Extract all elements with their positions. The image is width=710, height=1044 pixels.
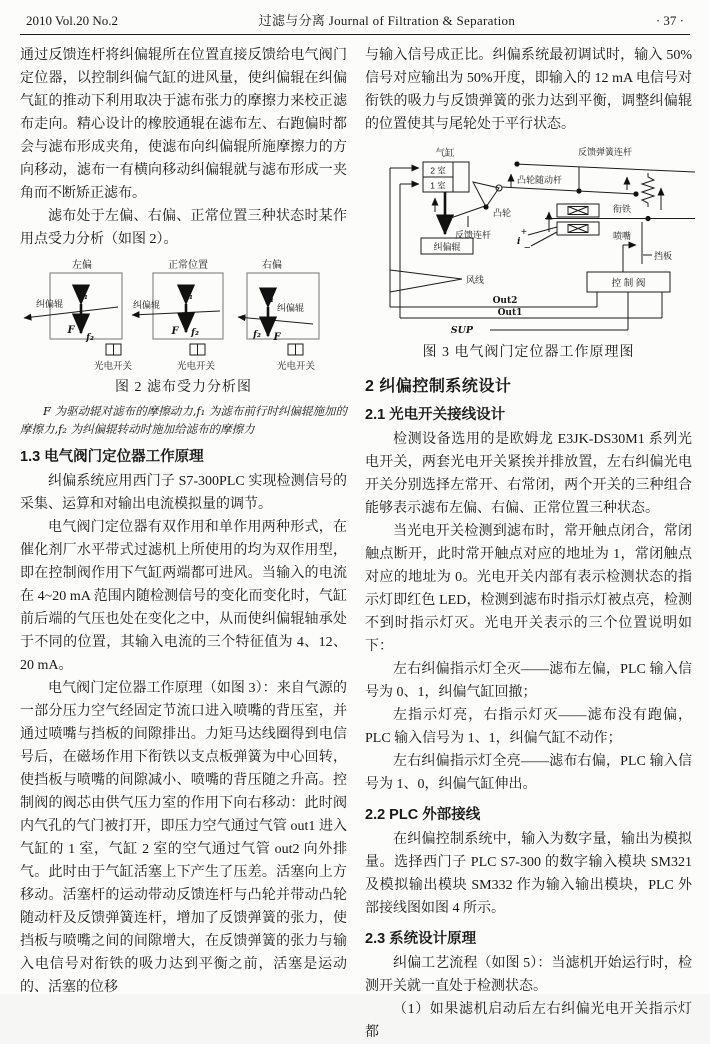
panel-title: 右偏 <box>262 260 282 271</box>
section-heading-2-2: 2.2 PLC 外部接线 <box>365 807 481 823</box>
valve-positioner-diagram <box>365 142 695 340</box>
list-item: 左右纠偏指示灯全亮——滤布右偏，PLC 输入信号为 1、0，纠偏气缸伸出。 <box>365 754 692 792</box>
minus-sign: − <box>524 242 531 254</box>
photoelectric-switch-icon <box>288 344 303 355</box>
panel-left-deviation <box>24 258 132 372</box>
plus-sign: + <box>521 227 527 238</box>
chamber-2-label: 2 室 <box>430 165 446 176</box>
section-heading-2-1: 2.1 光电开关接线设计 <box>365 407 506 423</box>
force-F-label: F <box>67 325 75 336</box>
force-f1-label: f₁ <box>185 292 193 302</box>
roller-label: 纠偏辊 <box>433 242 461 252</box>
wind-line-label: 风线 <box>466 275 485 285</box>
left-column <box>20 44 347 1044</box>
force-f1-label: f₁ <box>80 292 88 302</box>
force-f2-label: f₂ <box>191 328 199 338</box>
photoelectric-switch-icon <box>106 344 121 355</box>
switch-label: 光电开关 <box>93 361 133 372</box>
page-body <box>20 44 690 1044</box>
paragraph: （1）如果滤机启动后左右纠偏光电开关指示灯都 <box>365 1002 692 1040</box>
paragraph: 在纠偏控制系统中，输入为数字量，输出为模拟量。选择西门子 PLC S7-300 的数字输入模块 SM321 及模拟输出模块 SM332 作为输入输出模块，PLC 外部接线图如图 4 所示。 <box>365 832 692 916</box>
roller-line <box>238 317 313 324</box>
torque-motor <box>517 203 695 254</box>
switch-label: 光电开关 <box>176 361 216 372</box>
paragraph: 与输入信号成正比。纠偏系统最初调试时，输入 50%信号对应输出为 50%开度，即输入的 12 mA 电信号对衔铁的吸力与反馈弹簧的张力达到平衡，调整纠偏辊的位置使其与尾轮处于平行状态。 <box>365 48 692 132</box>
force-f2-label: f₂ <box>86 333 94 343</box>
panel-title: 正常位置 <box>168 260 208 271</box>
roller-line <box>132 311 220 315</box>
list-item: 左指示灯亮，右指示灯灭——滤布没有跑偏，PLC 输入信号为 1、1，纠偏气缸不动作； <box>365 708 692 746</box>
out1-label: Out1 <box>497 308 523 318</box>
figure-2-caption: 图 2 滤布受力分析图 <box>115 380 252 395</box>
section-heading-1-3: 1.3 电气阀门定位器工作原理 <box>20 449 204 465</box>
figure-2 <box>20 257 347 438</box>
cloth-force-analysis-diagram <box>20 257 350 375</box>
photoelectric-switch-icon <box>190 344 205 355</box>
figure-2-note: F 为驱动辊对滤布的摩擦动力,f₁ 为滤布前行时纠偏辊施加的摩擦力,f₂ 为纠偏辊转动时施加给滤布的摩擦力 <box>20 404 347 436</box>
journal-title: 过滤与分离 Journal of Filtration & Separation <box>258 13 516 28</box>
nozzle-label: 喷嘴 <box>612 231 632 241</box>
control-valve-label: 控 制 阀 <box>611 278 646 289</box>
right-column <box>365 44 692 1044</box>
force-f2-label: f₂ <box>253 330 261 340</box>
paragraph: 纠偏工艺流程（如图 5）：当滤机开始运行时，检测开关就一直处于检测状态。 <box>365 956 692 994</box>
section-heading-2-3: 2.3 系统设计原理 <box>365 931 477 947</box>
wind-line <box>390 270 462 279</box>
roller-label: 纠偏辊 <box>133 300 161 310</box>
force-F-label: F <box>273 332 281 343</box>
switch-label: 光电开关 <box>276 361 316 372</box>
wind-line <box>390 279 462 292</box>
figure-3-caption: 图 3 电气阀门定位器工作原理图 <box>422 345 635 360</box>
cam-label: 凸轮 <box>493 208 512 218</box>
air-cylinder <box>423 147 469 192</box>
cylinder-label: 气缸 <box>435 148 455 159</box>
paragraph: 电气阀门定位器有双作用和单作用两种形式，在催化剂厂水平带式过滤机上所使用的均为双作用型，即在控制阀作用下气缸两端都可进风。当输入的电流在 4~20 mA 范围内随检测信号的变化而变化时，气缸前后端的气压也处在变化之中，从而使纠偏辊轴承处于不同的位置，其输入电流的三个特征值为 4、12、20 mA。 <box>20 520 347 673</box>
list-item: 左右纠偏指示灯全灭——滤布左偏，PLC 输入信号为 0、1，纠偏气缸回撤； <box>365 662 692 700</box>
roller-label: 纠偏辊 <box>36 299 64 309</box>
control-valve <box>587 272 670 330</box>
current-label: i <box>517 237 521 247</box>
feedback-spring-link-label: 反馈弹簧连杆 <box>577 147 633 157</box>
paragraph: 通过反馈连杆将纠偏辊所在位置直接反馈给电气阀门定位器，以控制纠偏气缸的进风量，使纠偏辊在纠偏气缸的推动下利用取决于滤布张力的摩擦力来校正滤布走向。精心设计的橡胶通辊在滤布左、右跑偏时都会与滤布形成夹角，使滤布向纠偏辊所施摩擦力的方向移动，滤布一有横向移动纠偏辊就与滤布形成一夹角而不断矫正滤布。 <box>20 48 347 201</box>
figure-3 <box>365 142 692 364</box>
cam-follower-label: 凸轮随动杆 <box>517 175 563 185</box>
paragraph: 电气阀门定位器工作原理（如图 3）：来自气源的一部分压力空气经固定节流口进入喷嘴的背压室，并通过喷嘴与挡板的间隙排出。力矩马达线圈得到电信号后，在磁场作用下衔铁以支点板弹簧为中心回转，使挡板与喷嘴的间隙减小、喷嘴的背压随之升高。控制阀的阀芯由供气压力室的作用下向右移动：此时阀内气孔的气门被打开，即压力空气通过气管 out1 进入气缸的 1 室，气缸 2 室的空气通过气管 out2 向外排气。此时由于气缸活塞上下产生了压差。活塞向上方移动。活塞杆的运动带动反馈连杆与凸轮并带动凸轮随动杆及反馈弹簧连杆，增加了反馈弹簧的张力，使挡板与喷嘴之间的间隙增大，在反馈弹簧的张力与输入电信号对衔铁的吸力达到平衡之前，活塞是运动的、活塞的位移 <box>20 681 347 995</box>
paragraph: 纠偏系统应用西门子 S7-300PLC 实现检测信号的采集、运算和对输出电流模拟量的调节。 <box>20 474 347 512</box>
section-heading-2: 2 纠偏控制系统设计 <box>365 378 512 395</box>
force-F-label: F <box>171 326 179 337</box>
armature-label: 衔铁 <box>612 204 632 214</box>
panel-normal-position <box>132 258 223 372</box>
panel-title: 左偏 <box>72 260 92 271</box>
nozzle-baffle <box>613 222 672 272</box>
paragraph: 检测设备选用的是欧姆龙 E3JK-DS30M1 系列光电开关，两套光电开关紧挨并排放置，左右纠偏光电开关分别选择左常开、右常闭，两个开关的三种组合能够表示滤布左偏、右偏、正常位置三种状态。 <box>365 432 692 516</box>
panel-right-deviation <box>238 258 319 372</box>
force-f1-label: f₁ <box>266 295 274 305</box>
sup-label: SUP <box>450 325 473 336</box>
cam-shape <box>473 182 499 207</box>
paragraph: 当光电开关检测到滤布时，常开触点闭合，常闭触点断开，此时常开触点对应的地址为 1，常闭触点对应的地址为 0。光电开关内部有表示检测状态的指示灯即红色 LED，检测到滤布时指示灯被点亮，检测不到时指示灯灭。光电开关表示的三个位置说明如下： <box>365 524 692 654</box>
chamber-1-label: 1 室 <box>430 180 446 191</box>
cloth-box <box>153 273 223 339</box>
page-number: · 37 · <box>655 13 684 28</box>
spring-icon <box>642 173 654 207</box>
roller-label: 纠偏辊 <box>277 303 305 313</box>
feedback-link-label: 反馈连杆 <box>455 230 492 240</box>
paragraph: 滤布处于左偏、右偏、正常位置三种状态时某作用点受力分析（如图 2）。 <box>20 209 347 247</box>
baffle-label: 挡板 <box>654 251 673 261</box>
issue-info: 2010 Vol.20 No.2 <box>26 13 118 28</box>
piston-and-roller <box>421 192 473 254</box>
page-header <box>20 8 690 35</box>
out2-label: Out2 <box>492 296 518 306</box>
